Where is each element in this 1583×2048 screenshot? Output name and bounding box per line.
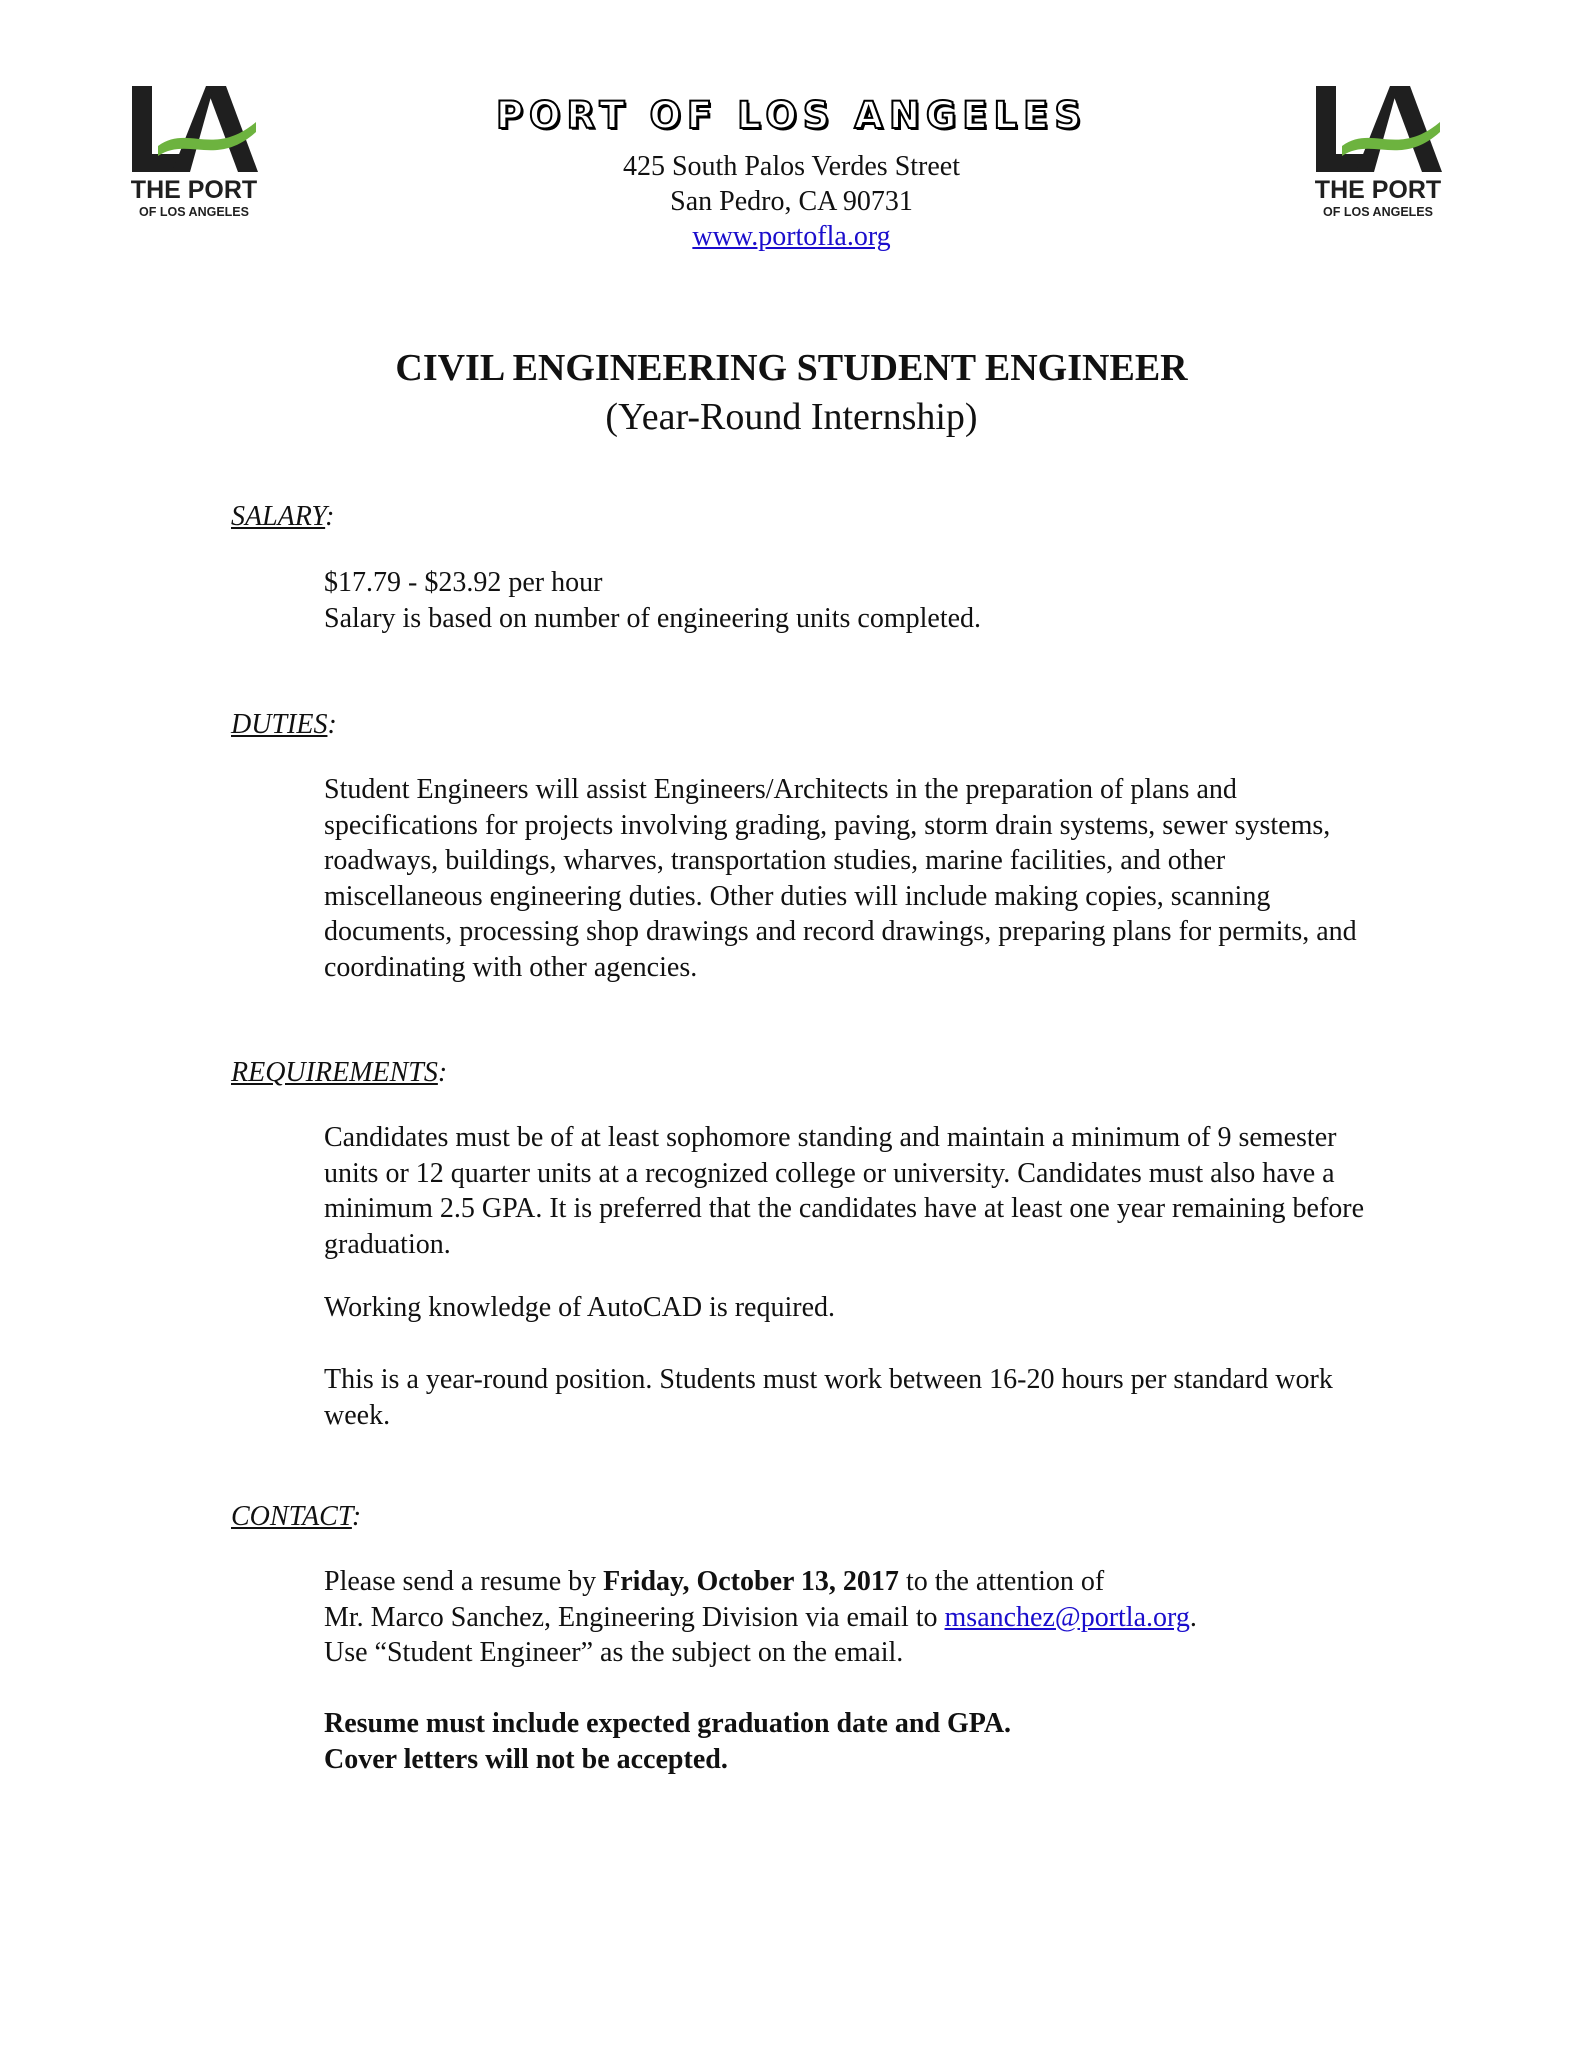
contact-email-link[interactable]: msanchez@portla.org	[944, 1601, 1190, 1633]
requirements-para2	[324, 1290, 1374, 1326]
contact-line1-post: to the attention of	[898, 1566, 1105, 1597]
logo-text-line1: THE PORT	[1314, 176, 1442, 204]
port-logo-left	[128, 86, 260, 231]
logo-text-line2: OF LOS ANGELES	[139, 205, 249, 219]
duties-paragraph: Student Engineers will assist Engineers/Architects in the preparation of plans and specifications for projects involving grading, paving, storm drain systems, sewer systems, roadways, buildings, wharves, transportation studies, marine facilities, and other miscellaneous engineering duties. Other duties will include making copies, scanning documents, processing shop drawings and record drawings, preparing plans for permits, and coordinating with other agencies.	[324, 774, 1357, 983]
requirements-standing: Candidates must be of at least sophomore standing and maintain a minimum of 9 semester units or 12 quarter units at a recognized college or university. Candidates must also have a minimum 2.5 GPA. It is preferred that the candidates have at least one year remaining before graduation.	[324, 1122, 1365, 1260]
contact-note-cover-letters: Cover letters will not be accepted.	[324, 1743, 728, 1775]
salary-note: Salary is based on number of engineering units completed.	[324, 602, 982, 634]
job-title: CIVIL ENGINEERING STUDENT ENGINEER	[395, 347, 1188, 389]
job-subtitle: (Year-Round Internship)	[605, 396, 978, 438]
salary-heading-text: SALARY	[231, 501, 326, 532]
contact-deadline: Friday, October 13, 2017	[603, 1566, 899, 1597]
salary-range: $17.79 - $23.92 per hour	[324, 567, 603, 598]
organization-name: PORT OF LOS ANGELES	[495, 94, 1088, 137]
requirements-para1	[324, 1120, 1374, 1262]
website-line	[300, 220, 1283, 254]
contact-line2-post: .	[1189, 1601, 1197, 1633]
logo-text-line1: THE PORT	[130, 176, 258, 204]
salary-body	[324, 565, 1374, 636]
requirements-para3	[324, 1362, 1374, 1433]
contact-line1-pre: Please send a resume by	[324, 1566, 604, 1597]
logo-text-line2: OF LOS ANGELES	[1323, 205, 1433, 219]
contact-note-gpa: Resume must include expected graduation date and GPA.	[324, 1708, 1012, 1739]
contact-line2	[324, 1600, 1374, 1636]
contact-notes	[324, 1706, 1374, 1777]
requirements-hours: This is a year-round position. Students must work between 16-20 hours per standard work week.	[324, 1364, 1333, 1431]
contact-line1	[324, 1564, 1374, 1600]
la-logo-icon	[128, 86, 260, 176]
la-logo-icon	[1312, 86, 1444, 176]
requirements-heading-text: REQUIREMENTS	[231, 1057, 438, 1088]
contact-line3: Use “Student Engineer” as the subject on the email.	[324, 1637, 904, 1668]
contact-heading-text: CONTACT	[231, 1501, 352, 1532]
duties-heading: DUTIES:	[231, 709, 337, 740]
contact-line2-pre: Mr. Marco Sanchez, Engineering Division via email to	[324, 1601, 945, 1633]
contact-body	[324, 1564, 1374, 1671]
requirements-autocad: Working knowledge of AutoCAD is required.	[324, 1292, 835, 1323]
port-logo-right	[1312, 86, 1444, 231]
duties-body	[324, 772, 1374, 985]
address-city: San Pedro, CA 90731	[670, 186, 913, 217]
contact-heading: CONTACT:	[231, 1501, 362, 1532]
requirements-heading: REQUIREMENTS:	[231, 1057, 448, 1088]
duties-heading-text: DUTIES	[231, 709, 328, 740]
salary-heading: SALARY:	[231, 501, 335, 532]
website-link[interactable]: www.portofla.org	[692, 221, 891, 252]
address-street: 425 South Palos Verdes Street	[622, 151, 961, 182]
